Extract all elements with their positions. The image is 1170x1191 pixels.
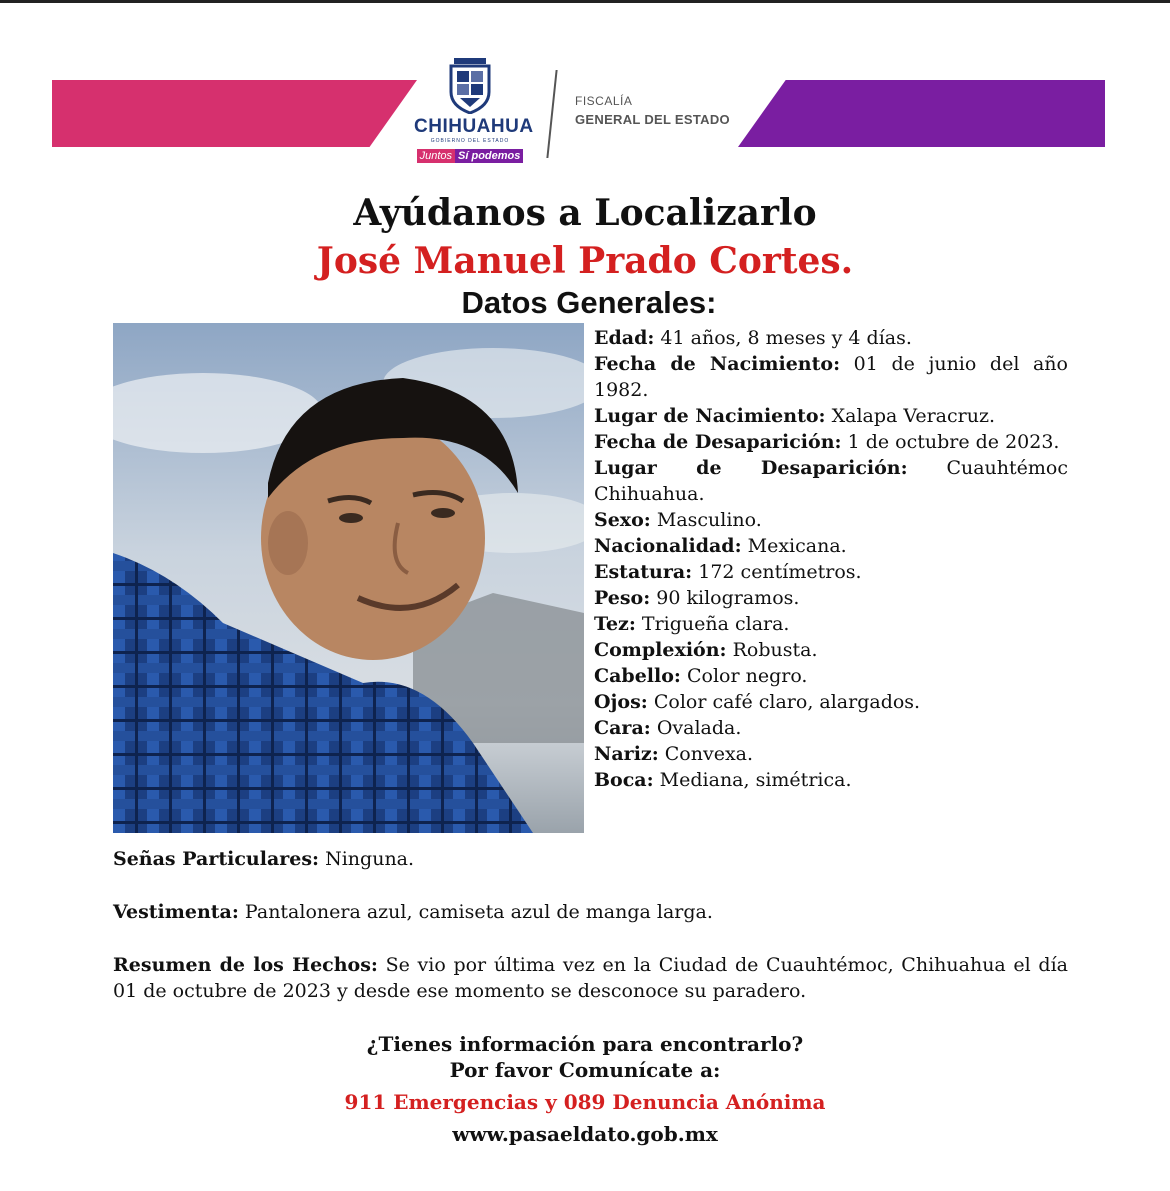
- field-lugar-nacimiento: Lugar de Nacimiento: Xalapa Veracruz.: [594, 405, 996, 427]
- field-ojos: Ojos: Color café claro, alargados.: [594, 691, 921, 713]
- field-complexion: Complexión: Robusta.: [594, 639, 818, 661]
- vestimenta: Vestimenta: Pantalonera azul, camiseta azul de manga larga.: [113, 901, 713, 923]
- logo-divider: [546, 70, 557, 158]
- coat-of-arms-icon: [448, 58, 492, 114]
- field-peso: Peso: 90 kilogramos.: [594, 587, 800, 609]
- website-link[interactable]: www.pasaeldato.gob.mx: [452, 1122, 718, 1146]
- field-boca: Boca: Mediana, simétrica.: [594, 769, 852, 791]
- field-nacionalidad: Nacionalidad: Mexicana.: [594, 535, 847, 557]
- emergency-numbers: 911 Emergencias y 089 Denuncia Anónima: [344, 1090, 826, 1114]
- contact-question: ¿Tienes información para encontrarlo?: [366, 1032, 804, 1056]
- state-name: CHIHUAHUA: [414, 116, 534, 137]
- field-edad: Edad: 41 años, 8 meses y 4 días.: [594, 327, 912, 349]
- contact-please: Por favor Comunícate a:: [449, 1058, 721, 1082]
- chihuahua-logo: [414, 58, 534, 168]
- missing-person-name: José Manuel Prado Cortes.: [316, 240, 854, 282]
- person-photo: [113, 323, 584, 833]
- field-estatura: Estatura: 172 centímetros.: [594, 561, 862, 583]
- slogan-part1: Juntos: [417, 149, 455, 163]
- field-fecha-nacimiento: Fecha de Nacimiento: 01 de junio del año 1982.: [594, 353, 1068, 401]
- field-cara: Cara: Ovalada.: [594, 717, 742, 739]
- state-subtitle: GOBIERNO DEL ESTADO: [430, 138, 510, 144]
- field-fecha-desaparicion: Fecha de Desaparición: 1 de octubre de 2023.: [594, 431, 1060, 453]
- top-border: [0, 0, 1170, 3]
- fiscalia-line1: FISCALÍA: [575, 94, 633, 108]
- field-nariz: Nariz: Convexa.: [594, 743, 754, 765]
- datos-generales-heading: Datos Generales:: [461, 285, 717, 320]
- header-band-magenta: [52, 80, 417, 147]
- fiscalia-line2: GENERAL DEL ESTADO: [575, 112, 730, 127]
- field-sexo: Sexo: Masculino.: [594, 509, 762, 531]
- resumen-hechos: Resumen de los Hechos: Se vio por última vez en la Ciudad de Cuauhtémoc, Chihuahua el día 01 de octubre de 2023 y desde ese momento se desconoce su paradero.: [113, 954, 1068, 1002]
- field-cabello: Cabello: Color negro.: [594, 665, 808, 687]
- senas-particulares: Señas Particulares: Ninguna.: [113, 848, 415, 870]
- header-band-purple: [738, 80, 1105, 147]
- field-lugar-desaparicion: Lugar de Desaparición: Cuauhtémoc Chihuahua.: [594, 457, 1068, 505]
- fiscalia-label: [575, 94, 730, 127]
- general-data-list: [594, 325, 1068, 793]
- field-tez: Tez: Trigueña clara.: [594, 613, 790, 635]
- slogan-part2: Sí podemos: [455, 149, 523, 163]
- page-title: Ayúdanos a Localizarlo: [353, 192, 817, 234]
- slogan: [417, 150, 524, 162]
